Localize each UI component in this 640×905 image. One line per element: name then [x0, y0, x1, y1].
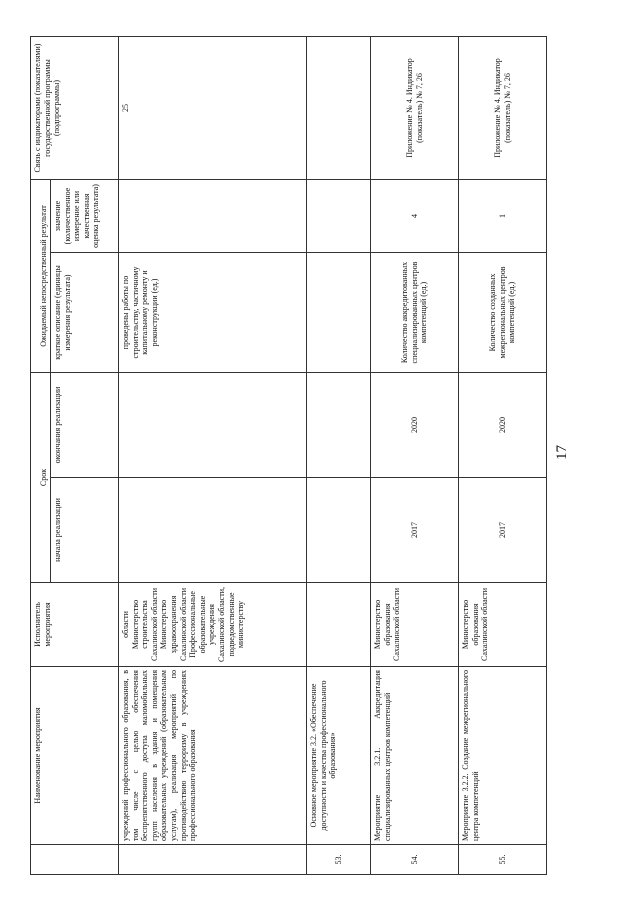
page-number: 17 [554, 445, 570, 460]
row-executor: области Министерство строительства Сахалинской области Министерство здравоохранения Сахалинской области Профессиональные образовательные учреждения Сахалинской области, подведомственные министерству [119, 583, 307, 667]
row-result-desc: Количество аккредитованных специализированных центров компетенций (ед.) [371, 253, 459, 373]
row-link: Приложение № 4. Индикатор (показатель) № 7, 26 [459, 37, 547, 180]
row-result-desc: Количество созданных межрегиональных центров компетенций (ед.) [459, 253, 547, 373]
header-result: Ожидаемый непосредственный результат [31, 180, 51, 373]
header-term-start: начала реализации [51, 478, 119, 583]
header-number [31, 845, 119, 875]
row-executor: Министерство образования Сахалинской области [371, 583, 459, 667]
header-term-end: окончания реализации [51, 373, 119, 478]
activities-table [30, 36, 547, 875]
header-result-desc: краткое описание (единицы измерения результата) [51, 253, 119, 373]
row-number: 55. [459, 845, 547, 875]
row-executor: Министерство образования Сахалинской области [459, 583, 547, 667]
row-start [307, 478, 371, 583]
row-number: 54. [371, 845, 459, 875]
row-result-value [307, 180, 371, 253]
row-number: 53. [307, 845, 371, 875]
table-row [459, 37, 547, 875]
row-end: 2020 [371, 373, 459, 478]
row-result-value [119, 180, 307, 253]
header-result-value: значение (количественное измерение или качественная оценка результата) [51, 180, 119, 253]
row-start [119, 478, 307, 583]
row-end: 2020 [459, 373, 547, 478]
row-name: Основное мероприятие 3.2. «Обеспечение доступности и качества профессионального образования» [307, 667, 371, 845]
row-end [119, 373, 307, 478]
row-start: 2017 [371, 478, 459, 583]
row-result-value: 1 [459, 180, 547, 253]
row-link [307, 37, 371, 180]
table-row [119, 37, 307, 875]
row-number [119, 845, 307, 875]
row-name: Мероприятие 3.2.2. Создание межрегионального центра компетенций [459, 667, 547, 845]
row-result-desc: проведены работы по строительству, частичному капитальному ремонту и реконструкции (ед.) [119, 253, 307, 373]
row-link: 25 [119, 37, 307, 180]
row-name: учреждений профессионального образования, в том числе с целью обеспечения беспрепятственного доступа маломобильных групп населения в здания и помещения образовательных учреждений (образовательным услугам), реализация мероприятий по противодействию терроризму в учреждениях профессионального образования [119, 667, 307, 845]
header-executor: Исполнитель мероприятия [31, 583, 119, 667]
header-link: Связь с индикаторами (показателями) государственной программы (подпрограммы) [31, 37, 119, 180]
table-row [371, 37, 459, 875]
row-link: Приложение № 4. Индикатор (показатель) № 7, 26 [371, 37, 459, 180]
row-end [307, 373, 371, 478]
row-result-desc [307, 253, 371, 373]
row-name: Мероприятие 3.2.1. Аккредитация специализированных центров компетенций [371, 667, 459, 845]
table-row [307, 37, 371, 875]
header-term: Срок [31, 373, 51, 583]
header-name: Наименование мероприятия [31, 667, 119, 845]
row-executor [307, 583, 371, 667]
row-result-value: 4 [371, 180, 459, 253]
row-start: 2017 [459, 478, 547, 583]
